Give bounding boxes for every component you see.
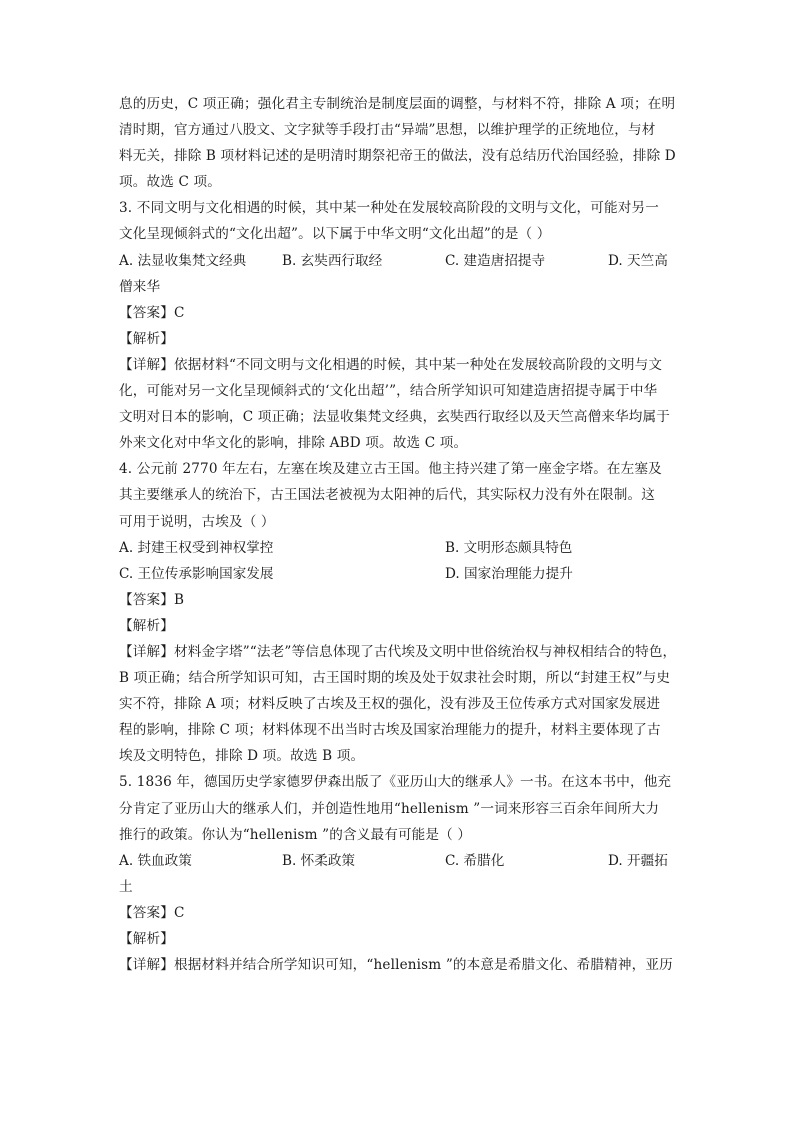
option-c: C. 建造唐招提寺 (445, 252, 546, 269)
option-d: D. 国家治理能力提升 (445, 565, 573, 582)
answer-label: 【答案】B (119, 591, 185, 608)
detail-text: 外来文化对中华文化的影响，排除 ABD 项。故选 C 项。 (119, 435, 468, 452)
detail-text: B 项正确；结合所学知识可知，古王国时期的埃及处于奴隶社会时期，所以“封建王权”与史 (119, 670, 671, 687)
question-4-options-row-2 (119, 561, 679, 587)
detail-text: 【详解】依据材料“不同文明与文化相遇的时候，其中某一种处在发展较高阶段的文明与文 (119, 356, 663, 373)
option-a: A. 法显收集梵文经典 (119, 252, 247, 269)
option-b: B. 怀柔政策 (282, 852, 356, 869)
option-b: B. 玄奘西行取经 (282, 252, 383, 269)
option-d: D. 开疆拓 (608, 852, 668, 869)
document-page (119, 91, 679, 978)
question-4-stem: 可用于说明，古埃及（ ） (119, 513, 275, 530)
text-line: 料无关，排除 B 项材料记述的是明清时期祭祀帝王的做法，没有总结历代治国经验，排除 D (119, 148, 676, 165)
question-4-options-row-1 (119, 535, 679, 561)
option-d-continuation: 僧来华 (119, 278, 161, 295)
detail-text: 实不符，排除 A 项；材料反映了古埃及王权的强化，没有涉及王位传承方式对国家发展进 (119, 696, 661, 713)
option-a: A. 铁血政策 (119, 852, 192, 869)
detail-text: 文明对日本的影响，C 项正确；法显收集梵文经典，玄奘西行取经以及天竺高僧来华均属于 (119, 409, 671, 426)
option-c: C. 王位传承影响国家发展 (119, 565, 274, 582)
text-line: 项。故选 C 项。 (119, 174, 221, 191)
question-4-stem: 其主要继承人的统治下，古王国法老被视为太阳神的后代，其实际权力没有外在限制。这 (119, 487, 656, 504)
question-3-stem: 文化呈现倾斜式的“文化出超”。以下属于中华文明“文化出超”的是（ ） (119, 226, 551, 243)
analysis-label: 【解析】 (119, 931, 174, 947)
detail-text: 化，可能对另一文化呈现倾斜式的‘文化出超’”，结合所学知识可知建造唐招提寺属于中华 (119, 383, 658, 400)
detail-text: 【详解】根据材料并结合所学知识可知，“hellenism ”的本意是希腊文化、希腊精神，亚历 (119, 957, 673, 974)
option-b: B. 文明形态颇具特色 (445, 539, 573, 556)
option-c: C. 希腊化 (445, 852, 505, 869)
detail-text: 【详解】材料金字塔”“法老”等信息体现了古代埃及文明中世俗统治权与神权相结合的特色， (119, 643, 677, 660)
option-a: A. 封建王权受到神权掌控 (119, 539, 274, 556)
text-line: 息的历史，C 项正确；强化君主专制统治是制度层面的调整，与材料不符，排除 A 项；在明 (119, 96, 676, 112)
question-5-stem: 推行的政策。你认为“hellenism ”的含义最有可能是（ ） (119, 826, 472, 843)
question-3-stem: 3. 不同文明与文化相遇的时候，其中某一种处在发展较高阶段的文明与文化，可能对另一 (119, 200, 660, 217)
answer-label: 【答案】C (119, 904, 185, 921)
answer-label: 【答案】C (119, 304, 185, 321)
question-3-options (119, 248, 679, 274)
option-d: D. 天竺高 (608, 252, 668, 269)
question-5-stem: 分肯定了亚历山大的继承人们，并创造性地用“hellenism ”一词来形容三百余年间所大力 (119, 800, 660, 817)
text-line: 清时期，官方通过八股文、文字狱等手段打击“异端”思想，以维护理学的正统地位，与材 (119, 122, 656, 139)
question-5-stem: 5. 1836 年，德国历史学家德罗伊森出版了《亚历山大的继承人》一书。在这本书中，他充 (119, 774, 672, 791)
option-d-continuation: 土 (119, 878, 133, 895)
analysis-label: 【解析】 (119, 617, 174, 634)
detail-text: 埃及文明特色，排除 D 项。故选 B 项。 (119, 748, 365, 765)
detail-text: 程的影响，排除 C 项；材料体现不出当时古埃及国家治理能力的提升，材料主要体现了古 (119, 722, 661, 739)
question-5-options (119, 848, 679, 874)
analysis-label: 【解析】 (119, 330, 174, 347)
question-4-stem: 4. 公元前 2770 年左右，左塞在埃及建立古王国。他主持兴建了第一座金字塔。在左塞及 (119, 461, 662, 478)
